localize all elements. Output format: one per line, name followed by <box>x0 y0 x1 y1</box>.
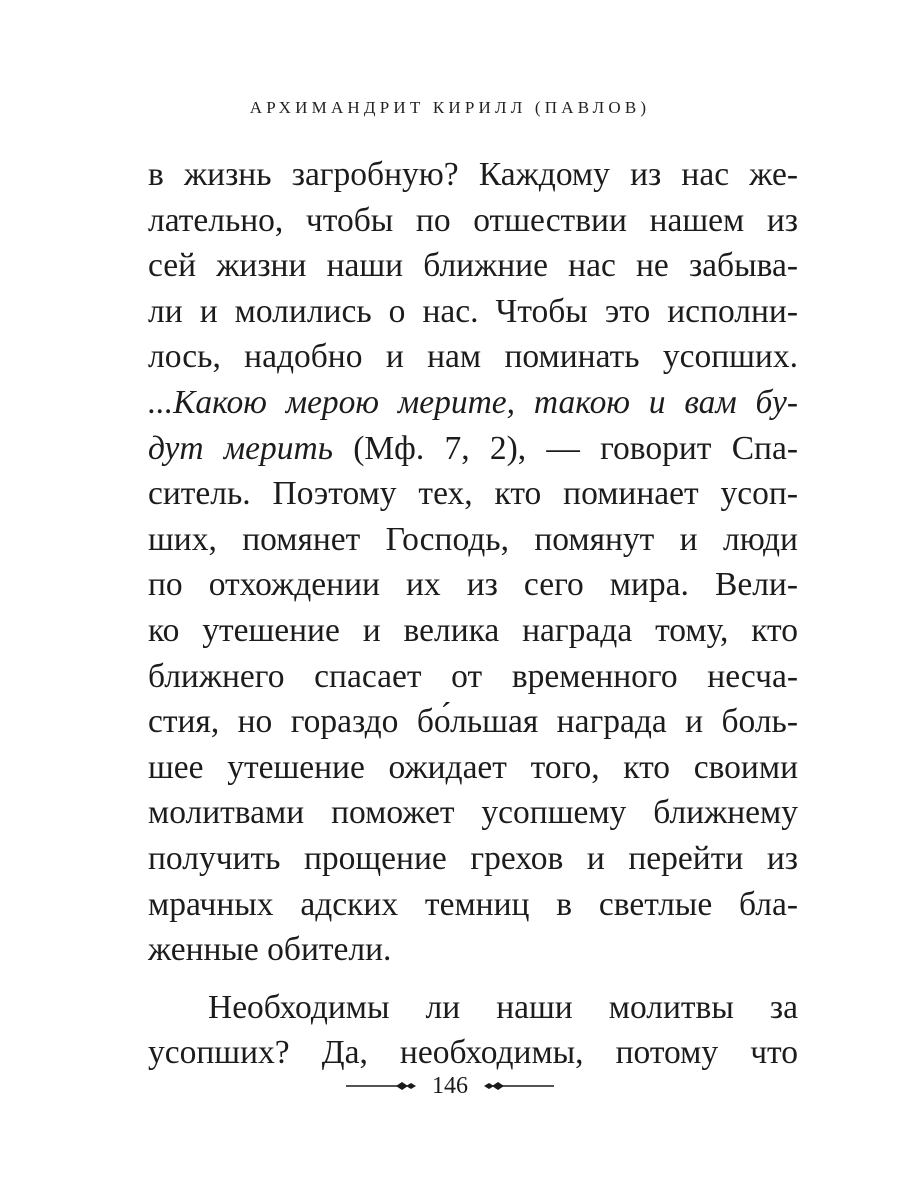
left-ornament-icon <box>346 1080 418 1092</box>
text-line: стия, но гораздо бо́льшая награда и боль- <box>148 703 798 741</box>
quote-line <box>148 380 798 426</box>
text-line: лательно, чтобы по отшествии нашем из <box>148 201 798 239</box>
page-number: 146 <box>432 1072 468 1099</box>
page-footer <box>0 1066 900 1106</box>
text-line: сей жизни наши ближние нас не забыва- <box>148 247 798 285</box>
paragraph-end-line: женные обители. <box>148 931 392 969</box>
scripture-quote: ...Какою мерою мерите, такою и вам бу- <box>148 383 798 421</box>
text-line: усопших? Да, необходимы, потому что <box>148 1034 798 1072</box>
right-ornament-icon <box>482 1080 554 1092</box>
text-line: ситель. Поэтому тех, кто поминает усоп- <box>148 475 798 513</box>
text-line: ближнего спасает от временного несча- <box>148 657 798 695</box>
scripture-quote: дут мерить <box>148 429 333 467</box>
scripture-reference: (Мф. 7, 2), — говорит Спа- <box>333 429 798 467</box>
running-header: АРХИМАНДРИТ КИРИЛЛ (ПАВЛОВ) <box>249 98 651 117</box>
text-line: ших, помянет Господь, помянут и люди <box>148 520 798 558</box>
text-line: шее утешение ожидает того, кто своими <box>148 748 798 786</box>
text-line: получить прощение грехов и перейти из <box>148 839 798 877</box>
text-line: мрачных адских темниц в светлые бла- <box>148 885 798 923</box>
text-line: лось, надобно и нам поминать усопших. <box>148 338 798 376</box>
quote-line <box>148 426 798 472</box>
text-line: по отхождении их из сего мира. Вели- <box>148 566 798 604</box>
text-line: ко утешение и велика награда тому, кто <box>148 611 798 649</box>
paragraph-first-line: Необходимы ли наши молитвы за <box>208 988 798 1026</box>
body-text <box>148 152 798 1076</box>
text-line: в жизнь загробную? Каждому из нас же- <box>148 156 798 193</box>
text-line: ли и молились о нас. Чтобы это исполни- <box>148 292 798 330</box>
text-line: молитвами поможет усопшему ближнему <box>148 794 798 832</box>
